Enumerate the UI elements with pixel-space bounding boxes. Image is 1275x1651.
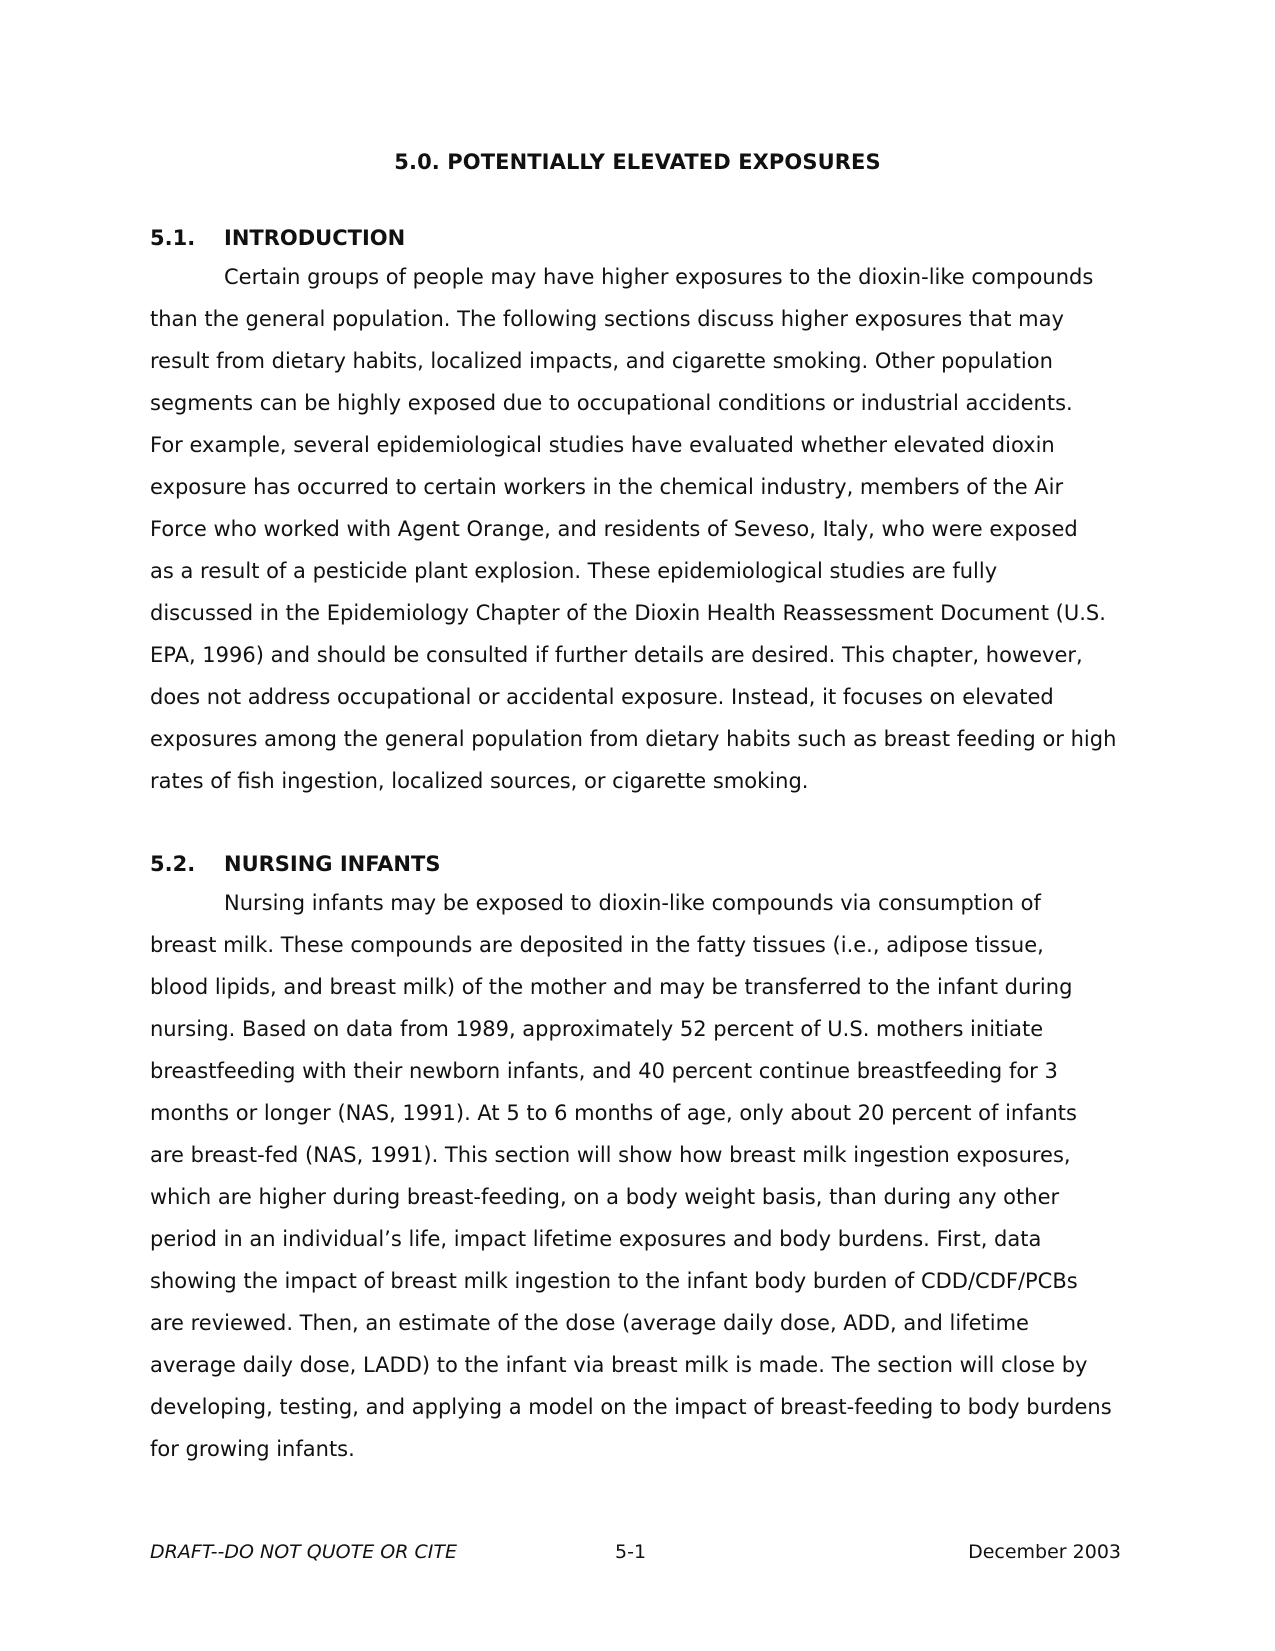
- introduction-paragraph: [150, 256, 1130, 802]
- paragraph-line: average daily dose, LADD) to the infant via breast milk is made. The section will close by: [150, 1353, 1088, 1377]
- paragraph-line: result from dietary habits, localized impacts, and cigarette smoking. Other population: [150, 349, 1053, 373]
- section-title: INTRODUCTION: [224, 226, 406, 250]
- paragraph-line: which are higher during breast-feeding, on a body weight basis, than during any other: [150, 1185, 1060, 1209]
- nursing-infants-paragraph: [150, 882, 1130, 1470]
- paragraph-line: Certain groups of people may have higher exposures to the dioxin-like compounds: [224, 265, 1094, 289]
- section-number: 5.2.: [150, 852, 196, 876]
- section-number: 5.1.: [150, 226, 196, 250]
- paragraph-line: are breast-fed (NAS, 1991). This section will show how breast milk ingestion exposures,: [150, 1143, 1071, 1167]
- paragraph-line: than the general population. The following sections discuss higher exposures that may: [150, 307, 1064, 331]
- paragraph-line: breastfeeding with their newborn infants, and 40 percent continue breastfeeding for 3: [150, 1059, 1058, 1083]
- section-heading-introduction: [150, 226, 405, 250]
- paragraph-line: are reviewed. Then, an estimate of the dose (average daily dose, ADD, and lifetime: [150, 1311, 1029, 1335]
- paragraph-line: exposure has occurred to certain workers in the chemical industry, members of the Air: [150, 475, 1064, 499]
- footer-draft-notice: DRAFT--DO NOT QUOTE OR CITE: [150, 1541, 457, 1563]
- section-title: NURSING INFANTS: [224, 852, 441, 876]
- footer-date: December 2003: [968, 1541, 1121, 1563]
- section-heading-nursing-infants: [150, 852, 440, 876]
- paragraph-line: segments can be highly exposed due to occupational conditions or industrial accidents.: [150, 391, 1073, 415]
- paragraph-line: EPA, 1996) and should be consulted if further details are desired. This chapter, however,: [150, 643, 1083, 667]
- paragraph-line: for growing infants.: [150, 1437, 355, 1461]
- paragraph-line: breast milk. These compounds are deposited in the fatty tissues (i.e., adipose tissue,: [150, 933, 1044, 957]
- chapter-title: 5.0. POTENTIALLY ELEVATED EXPOSURES: [394, 150, 881, 174]
- paragraph-line: showing the impact of breast milk ingestion to the infant body burden of CDD/CDF/PCBs: [150, 1269, 1078, 1293]
- paragraph-line: period in an individual’s life, impact lifetime exposures and body burdens. First, data: [150, 1227, 1042, 1251]
- paragraph-line: does not address occupational or accidental exposure. Instead, it focuses on elevated: [150, 685, 1054, 709]
- paragraph-line: nursing. Based on data from 1989, approximately 52 percent of U.S. mothers initiate: [150, 1017, 1044, 1041]
- paragraph-line: months or longer (NAS, 1991). At 5 to 6 months of age, only about 20 percent of infants: [150, 1101, 1077, 1125]
- paragraph-line: rates of fish ingestion, localized sources, or cigarette smoking.: [150, 769, 809, 793]
- paragraph-line: discussed in the Epidemiology Chapter of the Dioxin Health Reassessment Document (U.S.: [150, 601, 1106, 625]
- paragraph-line: For example, several epidemiological studies have evaluated whether elevated dioxin: [150, 433, 1055, 457]
- footer-page-number: 5-1: [615, 1541, 647, 1563]
- paragraph-line: as a result of a pesticide plant explosion. These epidemiological studies are fully: [150, 559, 998, 583]
- paragraph-line: Nursing infants may be exposed to dioxin-like compounds via consumption of: [224, 891, 1041, 915]
- paragraph-line: blood lipids, and breast milk) of the mother and may be transferred to the infant during: [150, 975, 1073, 999]
- paragraph-line: exposures among the general population from dietary habits such as breast feeding or high: [150, 727, 1117, 751]
- paragraph-line: Force who worked with Agent Orange, and residents of Seveso, Italy, who were exposed: [150, 517, 1078, 541]
- paragraph-line: developing, testing, and applying a model on the impact of breast-feeding to body burdens: [150, 1395, 1112, 1419]
